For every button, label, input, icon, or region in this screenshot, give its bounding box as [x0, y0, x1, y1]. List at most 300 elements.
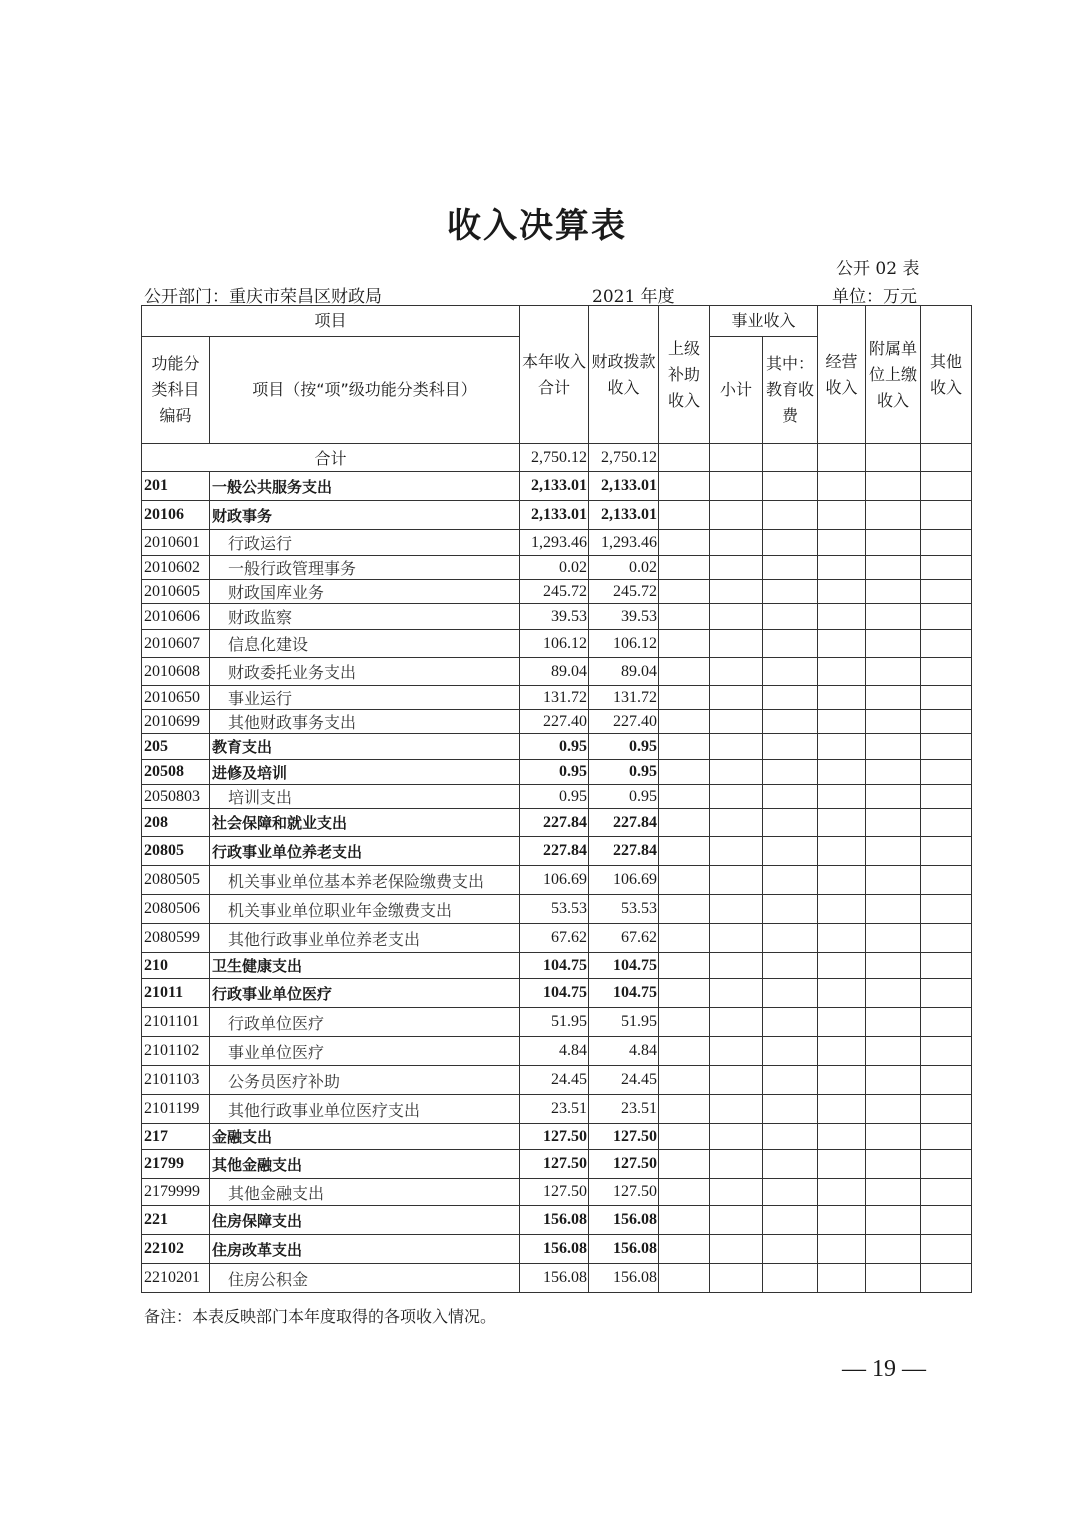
row-fiscal: 51.95 [589, 1008, 659, 1037]
empty-cell [659, 686, 710, 710]
table-row [142, 580, 972, 604]
row-total: 227.84 [520, 837, 589, 866]
row-code: 2080599 [142, 924, 210, 953]
empty-cell [818, 953, 866, 979]
empty-cell [659, 837, 710, 866]
empty-cell [866, 1124, 921, 1150]
empty-cell [921, 1264, 972, 1293]
page-title: 收入决算表 [447, 206, 627, 246]
empty-cell [659, 630, 710, 658]
empty-cell [710, 472, 763, 501]
row-total: 106.69 [520, 866, 589, 895]
empty-cell [763, 1066, 818, 1095]
row-name: 行政事业单位医疗 [210, 979, 520, 1008]
empty-cell [818, 734, 866, 760]
empty-cell [818, 1179, 866, 1206]
empty-cell [710, 953, 763, 979]
empty-cell [866, 1206, 921, 1235]
row-fiscal: 156.08 [589, 1206, 659, 1235]
empty-cell [921, 604, 972, 630]
empty-cell [818, 1066, 866, 1095]
empty-cell [763, 530, 818, 556]
empty-cell [763, 809, 818, 837]
empty-cell [659, 760, 710, 785]
empty-cell [763, 658, 818, 686]
empty-cell [818, 1206, 866, 1235]
income-table [141, 305, 972, 1293]
empty-cell [866, 979, 921, 1008]
empty-cell [763, 686, 818, 710]
table-row [142, 501, 972, 530]
empty-cell [866, 866, 921, 895]
empty-cell [659, 472, 710, 501]
empty-cell [763, 501, 818, 530]
table-row [142, 686, 972, 710]
row-fiscal: 156.08 [589, 1235, 659, 1264]
empty-cell [921, 979, 972, 1008]
empty-cell [866, 953, 921, 979]
row-fiscal: 0.95 [589, 760, 659, 785]
empty-cell [710, 1095, 763, 1124]
row-code: 2010606 [142, 604, 210, 630]
empty-cell [818, 630, 866, 658]
empty-cell [763, 630, 818, 658]
empty-cell [659, 1206, 710, 1235]
row-name: 机关事业单位职业年金缴费支出 [210, 895, 520, 924]
row-code: 20508 [142, 760, 210, 785]
header-affiliated-income: 附属单位上缴收入 [866, 306, 921, 444]
empty-cell [710, 1037, 763, 1066]
row-total: 156.08 [520, 1206, 589, 1235]
empty-cell [818, 1037, 866, 1066]
empty-cell [659, 710, 710, 734]
empty-cell [921, 580, 972, 604]
empty-cell [659, 785, 710, 809]
row-code: 20106 [142, 501, 210, 530]
empty-cell [866, 710, 921, 734]
row-total: 106.12 [520, 630, 589, 658]
row-code: 2210201 [142, 1264, 210, 1293]
empty-cell [763, 866, 818, 895]
empty-cell [818, 1124, 866, 1150]
empty-cell [921, 785, 972, 809]
table-row [142, 710, 972, 734]
table-row [142, 1150, 972, 1179]
row-name: 住房改革支出 [210, 1235, 520, 1264]
empty-cell [710, 785, 763, 809]
empty-cell [710, 710, 763, 734]
empty-cell [818, 710, 866, 734]
row-fiscal: 156.08 [589, 1264, 659, 1293]
table-row [142, 1235, 972, 1264]
row-total: 89.04 [520, 658, 589, 686]
table-row [142, 734, 972, 760]
empty-cell [710, 1206, 763, 1235]
empty-cell [659, 1179, 710, 1206]
empty-cell [866, 686, 921, 710]
row-name: 财政监察 [210, 604, 520, 630]
empty-cell [921, 1095, 972, 1124]
empty-cell [866, 1179, 921, 1206]
row-total: 0.95 [520, 760, 589, 785]
row-name: 财政委托业务支出 [210, 658, 520, 686]
table-row [142, 953, 972, 979]
row-code: 217 [142, 1124, 210, 1150]
empty-cell [659, 866, 710, 895]
row-total: 23.51 [520, 1095, 589, 1124]
row-total: 156.08 [520, 1264, 589, 1293]
row-code: 2080505 [142, 866, 210, 895]
table-row [142, 895, 972, 924]
row-code: 2010605 [142, 580, 210, 604]
empty-cell [763, 556, 818, 580]
empty-cell [866, 785, 921, 809]
empty-cell [818, 604, 866, 630]
empty-cell [763, 1235, 818, 1264]
table-row [142, 472, 972, 501]
header-education-fee: 其中：教育收费 [763, 337, 818, 444]
empty-cell [659, 1095, 710, 1124]
empty-cell [866, 580, 921, 604]
row-code: 208 [142, 809, 210, 837]
row-code: 2101103 [142, 1066, 210, 1095]
empty-cell [710, 1008, 763, 1037]
row-total: 127.50 [520, 1179, 589, 1206]
empty-cell [921, 686, 972, 710]
row-fiscal: 1,293.46 [589, 530, 659, 556]
table-row [142, 630, 972, 658]
table-body [142, 444, 972, 1293]
empty-cell [921, 1124, 972, 1150]
empty-cell [818, 785, 866, 809]
empty-cell [763, 895, 818, 924]
table-row [142, 556, 972, 580]
empty-cell [710, 809, 763, 837]
empty-cell [763, 924, 818, 953]
empty-cell [818, 1150, 866, 1179]
row-total: 67.62 [520, 924, 589, 953]
row-total: 0.95 [520, 785, 589, 809]
empty-cell [659, 604, 710, 630]
empty-cell [866, 630, 921, 658]
row-fiscal: 245.72 [589, 580, 659, 604]
row-fiscal: 106.69 [589, 866, 659, 895]
row-total: 227.84 [520, 809, 589, 837]
empty-cell [710, 1150, 763, 1179]
empty-cell [818, 1264, 866, 1293]
page-number: — 19 — [842, 1356, 926, 1382]
row-name: 其他行政事业单位养老支出 [210, 924, 520, 953]
empty-cell [710, 1124, 763, 1150]
row-fiscal: 2,133.01 [589, 501, 659, 530]
row-fiscal: 0.95 [589, 785, 659, 809]
empty-cell [866, 734, 921, 760]
empty-cell [921, 556, 972, 580]
header-func-code: 功能分类科目编码 [142, 337, 210, 444]
empty-cell [763, 979, 818, 1008]
row-code: 2010699 [142, 710, 210, 734]
total-fiscal-cell: 2,750.12 [589, 444, 659, 472]
empty-cell [921, 809, 972, 837]
empty-cell [866, 604, 921, 630]
row-total: 2,133.01 [520, 472, 589, 501]
empty-cell [866, 1037, 921, 1066]
empty-cell [921, 630, 972, 658]
empty-cell [710, 604, 763, 630]
empty-cell [866, 895, 921, 924]
row-total: 156.08 [520, 1235, 589, 1264]
row-code: 2179999 [142, 1179, 210, 1206]
table-row [142, 866, 972, 895]
empty-cell [659, 501, 710, 530]
row-name: 一般行政管理事务 [210, 556, 520, 580]
row-code: 2010602 [142, 556, 210, 580]
row-name: 事业运行 [210, 686, 520, 710]
table-row [142, 837, 972, 866]
empty-cell [710, 837, 763, 866]
row-code: 221 [142, 1206, 210, 1235]
row-fiscal: 0.02 [589, 556, 659, 580]
empty-cell [659, 895, 710, 924]
row-fiscal: 23.51 [589, 1095, 659, 1124]
table-row [142, 1066, 972, 1095]
row-name: 金融支出 [210, 1124, 520, 1150]
row-name: 一般公共服务支出 [210, 472, 520, 501]
table-row [142, 1037, 972, 1066]
empty-cell [763, 953, 818, 979]
empty-cell [818, 1235, 866, 1264]
row-name: 住房公积金 [210, 1264, 520, 1293]
empty-cell [659, 1264, 710, 1293]
row-code: 2101199 [142, 1095, 210, 1124]
header-item-name: 项目（按“项”级功能分类科目） [210, 337, 520, 444]
row-fiscal: 227.84 [589, 809, 659, 837]
empty-cell [921, 1206, 972, 1235]
empty-cell [710, 979, 763, 1008]
table-row [142, 785, 972, 809]
row-name: 其他金融支出 [210, 1150, 520, 1179]
row-total: 4.84 [520, 1037, 589, 1066]
row-name: 教育支出 [210, 734, 520, 760]
header-other-income: 其他收入 [921, 306, 972, 444]
empty-cell [818, 472, 866, 501]
empty-cell [763, 472, 818, 501]
empty-cell [710, 580, 763, 604]
row-fiscal: 0.95 [589, 734, 659, 760]
empty-cell [659, 924, 710, 953]
table-row [142, 604, 972, 630]
empty-cell [921, 1179, 972, 1206]
empty-cell [866, 1235, 921, 1264]
empty-cell [818, 979, 866, 1008]
row-fiscal: 127.50 [589, 1179, 659, 1206]
empty-cell [866, 1008, 921, 1037]
header-project: 项目 [142, 306, 520, 337]
empty-cell [866, 556, 921, 580]
empty-cell [866, 1264, 921, 1293]
empty-cell [763, 1095, 818, 1124]
header-operating-income: 经营收入 [818, 306, 866, 444]
empty-cell [763, 1206, 818, 1235]
empty-cell [921, 760, 972, 785]
row-name: 其他金融支出 [210, 1179, 520, 1206]
empty-cell [710, 924, 763, 953]
row-name: 行政事业单位养老支出 [210, 837, 520, 866]
row-name: 财政事务 [210, 501, 520, 530]
table-row [142, 1008, 972, 1037]
row-total: 53.53 [520, 895, 589, 924]
table-row [142, 809, 972, 837]
empty-cell [763, 710, 818, 734]
row-code: 2010607 [142, 630, 210, 658]
row-name: 公务员医疗补助 [210, 1066, 520, 1095]
empty-cell [763, 1179, 818, 1206]
row-name: 信息化建设 [210, 630, 520, 658]
row-total: 0.02 [520, 556, 589, 580]
row-fiscal: 227.84 [589, 837, 659, 866]
row-fiscal: 227.40 [589, 710, 659, 734]
row-name: 行政运行 [210, 530, 520, 556]
row-name: 社会保障和就业支出 [210, 809, 520, 837]
empty-cell [818, 530, 866, 556]
table-row [142, 1206, 972, 1235]
empty-cell [866, 1150, 921, 1179]
empty-cell [659, 1235, 710, 1264]
empty-cell [818, 809, 866, 837]
empty-cell [921, 472, 972, 501]
empty-cell [921, 837, 972, 866]
row-total: 104.75 [520, 979, 589, 1008]
row-name: 卫生健康支出 [210, 953, 520, 979]
row-total: 104.75 [520, 953, 589, 979]
row-code: 22102 [142, 1235, 210, 1264]
empty-cell [921, 1066, 972, 1095]
empty-cell [818, 580, 866, 604]
row-code: 210 [142, 953, 210, 979]
row-total: 245.72 [520, 580, 589, 604]
row-total: 39.53 [520, 604, 589, 630]
header-fiscal-income: 财政拨款收入 [589, 306, 659, 444]
empty-cell [921, 658, 972, 686]
empty-cell [659, 953, 710, 979]
empty-cell [659, 658, 710, 686]
empty-cell [763, 1037, 818, 1066]
row-code: 205 [142, 734, 210, 760]
empty-cell [763, 1124, 818, 1150]
empty-cell [763, 734, 818, 760]
empty-cell [866, 501, 921, 530]
table-row [142, 1095, 972, 1124]
empty-cell [866, 837, 921, 866]
empty-cell [921, 1150, 972, 1179]
empty-cell [921, 924, 972, 953]
empty-cell [866, 924, 921, 953]
row-code: 201 [142, 472, 210, 501]
table-row [142, 979, 972, 1008]
empty-cell [921, 530, 972, 556]
form-number: 公开 02 表 [836, 259, 920, 279]
row-code: 2010601 [142, 530, 210, 556]
header-superior-subsidy: 上级补助收入 [659, 306, 710, 444]
row-total: 0.95 [520, 734, 589, 760]
empty-cell [763, 837, 818, 866]
row-code: 2010608 [142, 658, 210, 686]
empty-cell [866, 1095, 921, 1124]
table-row [142, 658, 972, 686]
table-row [142, 530, 972, 556]
empty-cell [866, 658, 921, 686]
empty-cell [866, 809, 921, 837]
row-code: 20805 [142, 837, 210, 866]
empty-cell [659, 734, 710, 760]
empty-cell [866, 1066, 921, 1095]
row-fiscal: 104.75 [589, 953, 659, 979]
header-total-income: 本年收入合计 [520, 306, 589, 444]
empty-cell [659, 809, 710, 837]
empty-cell [710, 658, 763, 686]
row-fiscal: 104.75 [589, 979, 659, 1008]
empty-cell [710, 556, 763, 580]
empty-cell [818, 895, 866, 924]
row-fiscal: 39.53 [589, 604, 659, 630]
empty-cell [710, 1235, 763, 1264]
row-name: 机关事业单位基本养老保险缴费支出 [210, 866, 520, 895]
row-total: 127.50 [520, 1124, 589, 1150]
empty-cell [659, 580, 710, 604]
row-name: 其他行政事业单位医疗支出 [210, 1095, 520, 1124]
empty-cell [659, 556, 710, 580]
empty-cell [710, 760, 763, 785]
empty-cell [710, 630, 763, 658]
row-code: 2010650 [142, 686, 210, 710]
row-total: 24.45 [520, 1066, 589, 1095]
empty-cell [818, 556, 866, 580]
empty-cell [866, 760, 921, 785]
row-fiscal: 67.62 [589, 924, 659, 953]
row-name: 进修及培训 [210, 760, 520, 785]
empty-cell [921, 895, 972, 924]
row-total: 227.40 [520, 710, 589, 734]
empty-cell [818, 501, 866, 530]
row-name: 其他财政事务支出 [210, 710, 520, 734]
empty-cell [921, 866, 972, 895]
empty-cell [710, 866, 763, 895]
table-row [142, 760, 972, 785]
row-code: 2101102 [142, 1037, 210, 1066]
row-code: 21011 [142, 979, 210, 1008]
empty-cell [921, 501, 972, 530]
row-fiscal: 127.50 [589, 1124, 659, 1150]
row-total: 2,133.01 [520, 501, 589, 530]
row-code: 2101101 [142, 1008, 210, 1037]
row-total: 127.50 [520, 1150, 589, 1179]
total-row [142, 444, 972, 472]
row-name: 财政国库业务 [210, 580, 520, 604]
empty-cell [763, 785, 818, 809]
row-fiscal: 131.72 [589, 686, 659, 710]
row-name: 事业单位医疗 [210, 1037, 520, 1066]
empty-cell [710, 734, 763, 760]
empty-cell [818, 837, 866, 866]
empty-cell [921, 1008, 972, 1037]
empty-cell [818, 866, 866, 895]
empty-cell [710, 1179, 763, 1206]
empty-cell [921, 734, 972, 760]
empty-cell [659, 1124, 710, 1150]
header-subtotal: 小计 [710, 337, 763, 444]
row-fiscal: 4.84 [589, 1037, 659, 1066]
total-label: 合计 [142, 444, 520, 472]
